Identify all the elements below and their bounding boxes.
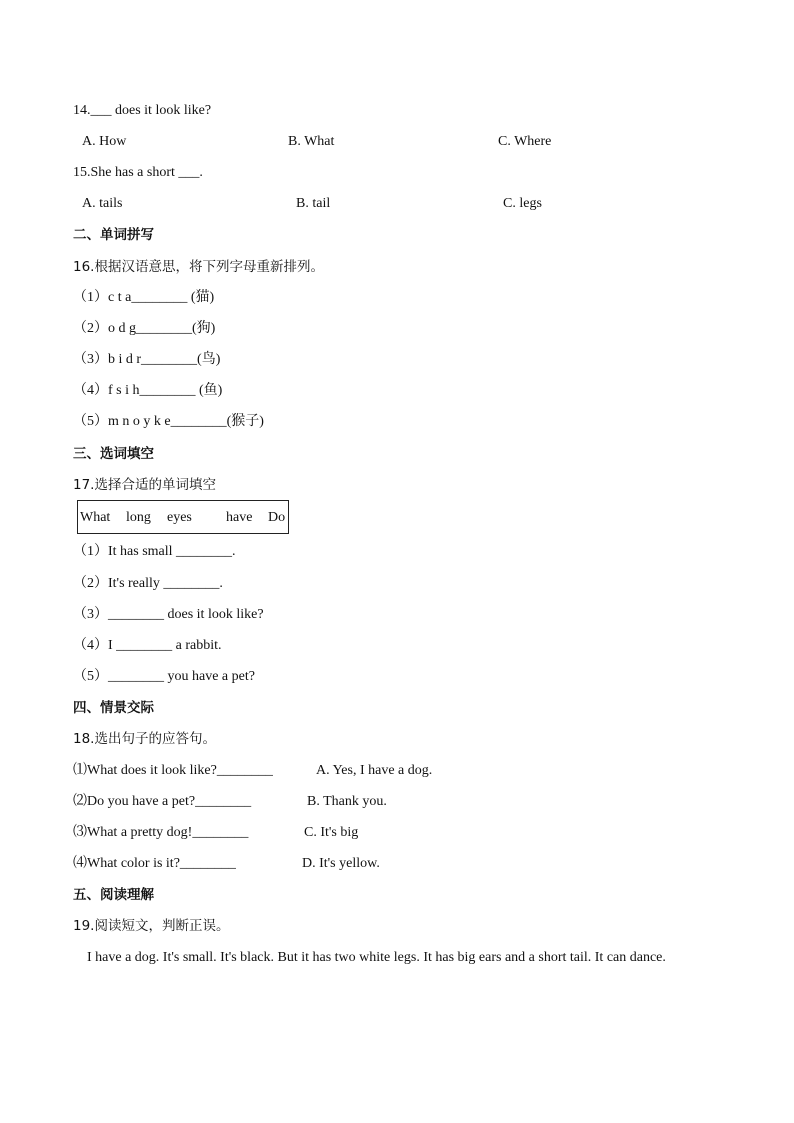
- q16-item-3: （3）b i d r________(鸟): [73, 352, 221, 367]
- question-18-stem: 18.选出句子的应答句。: [73, 731, 216, 747]
- section-3-heading: 三、选词填空: [73, 446, 154, 462]
- q17-item-1: （1）It has small ________.: [73, 544, 236, 559]
- q16-item-5: （5）m n o y k e________(猴子): [73, 414, 264, 429]
- section-2-heading: 二、单词拼写: [73, 227, 154, 243]
- section-5-heading: 五、阅读理解: [73, 887, 154, 903]
- q18-question-1: ⑴What does it look like?________: [73, 763, 273, 778]
- q15-option-a: A. tails: [82, 196, 123, 211]
- q18-question-4: ⑷What color is it?________: [73, 856, 236, 871]
- q16-item-2: （2）o d g________(狗): [73, 321, 216, 336]
- q17-item-2: （2）It's really ________.: [73, 576, 223, 591]
- question-16-stem: 16.根据汉语意思，将下列字母重新排列。: [73, 259, 324, 275]
- q16-item-1: （1）c t a________ (猫): [73, 290, 215, 305]
- word-bank-word: Do: [268, 510, 286, 525]
- word-bank-word: long: [126, 510, 151, 525]
- q17-item-5: （5）________ you have a pet?: [73, 669, 255, 684]
- q18-answer-b: B. Thank you.: [307, 794, 387, 809]
- q18-answer-c: C. It's big: [304, 825, 359, 840]
- q14-option-b: B. What: [288, 134, 335, 149]
- reading-passage: I have a dog. It's small. It's black. But it has two white legs. It has big ears and a short tail. It can dance.: [87, 950, 666, 965]
- q15-option-b: B. tail: [296, 196, 331, 211]
- question-15-stem: 15.She has a short ___.: [73, 165, 203, 180]
- q18-question-3: ⑶What a pretty dog!________: [73, 825, 249, 840]
- question-17-stem: 17.选择合适的单词填空: [73, 477, 216, 493]
- word-bank-word: have: [226, 510, 253, 525]
- q16-item-4: （4）f s i h________ (鱼): [73, 383, 223, 398]
- q17-item-4: （4）I ________ a rabbit.: [73, 638, 222, 653]
- q14-option-a: A. How: [82, 134, 127, 149]
- q18-answer-a: A. Yes, I have a dog.: [316, 763, 433, 778]
- word-bank-word: What: [80, 510, 111, 525]
- question-19-stem: 19.阅读短文，判断正误。: [73, 918, 230, 934]
- word-bank-box: [77, 500, 289, 534]
- section-4-heading: 四、情景交际: [73, 700, 154, 716]
- q15-option-c: C. legs: [503, 196, 542, 211]
- question-14-stem: 14.___ does it look like?: [73, 103, 212, 118]
- word-bank-word: eyes: [167, 510, 192, 525]
- q17-item-3: （3）________ does it look like?: [73, 607, 264, 622]
- q18-answer-d: D. It's yellow.: [302, 856, 380, 871]
- q14-option-c: C. Where: [498, 134, 552, 149]
- q18-question-2: ⑵Do you have a pet?________: [73, 794, 252, 809]
